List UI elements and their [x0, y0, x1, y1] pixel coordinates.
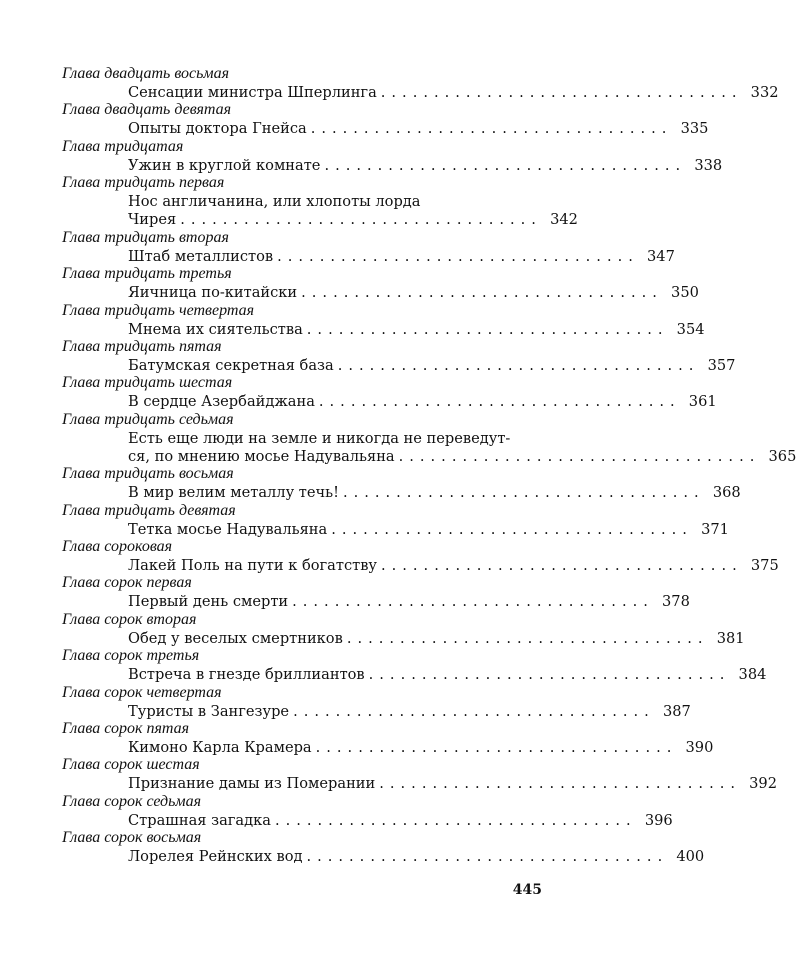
toc-entry [62, 137, 723, 175]
chapter-title-row [62, 739, 714, 757]
chapter-page-number: 338 [694, 156, 723, 174]
chapter-title: Тетка мосье Надувальяна [128, 520, 328, 538]
toc-entry [62, 374, 717, 411]
dot-leader: .................................. [380, 84, 743, 101]
chapter-title: В сердце Азербайджана [128, 393, 315, 411]
chapter-label: Глава тридцать четвертая [62, 301, 255, 319]
chapter-label: Глава тридцатая [62, 137, 184, 155]
chapter-page-number: 361 [688, 393, 717, 411]
dot-leader: .................................. [301, 284, 663, 302]
dot-leader: .................................. [293, 702, 655, 720]
page-number: 445 [512, 882, 542, 898]
chapter-title-row [62, 593, 690, 611]
chapter-title-row [62, 156, 723, 175]
dot-leader: .................................. [310, 120, 673, 138]
chapter-title-row [62, 447, 796, 466]
toc-entry [62, 574, 690, 611]
dot-leader: .................................. [342, 484, 705, 502]
chapter-label: Глава тридцать восьмая [62, 465, 234, 483]
chapter-page-number: 387 [662, 702, 691, 720]
chapter-title-row [62, 84, 779, 102]
chapter-title: Мнема их сиятельства [128, 320, 303, 338]
chapter-title: Страшная загадка [128, 811, 271, 829]
chapter-title-row [62, 356, 736, 375]
chapter-title: Первый день смерти [128, 593, 289, 611]
chapter-label: Глава тридцать шестая [62, 374, 233, 392]
toc-entry [62, 174, 578, 230]
dot-leader: .................................. [306, 320, 669, 338]
dot-leader: .................................. [331, 520, 693, 538]
dot-leader: .................................. [180, 211, 542, 229]
chapter-page-number: 357 [707, 356, 736, 374]
dot-leader: .................................. [368, 666, 731, 684]
chapter-label: Глава тридцать третья [62, 265, 232, 283]
chapter-page-number: 384 [738, 666, 767, 684]
chapter-label: Глава сорок шестая [62, 756, 200, 774]
dot-leader: .................................. [381, 557, 743, 575]
chapter-page-number: 354 [676, 320, 705, 338]
chapter-title: Встреча в гнезде бриллиантов [128, 666, 365, 684]
chapter-title-row [62, 247, 675, 266]
chapter-label: Глава сорок четвертая [62, 683, 222, 701]
toc-entry [62, 756, 777, 793]
toc-entry [62, 792, 673, 830]
chapter-title-row [62, 775, 777, 793]
dot-leader: .................................. [277, 247, 639, 265]
toc-entry [62, 265, 699, 302]
chapter-label: Глава сороковая [62, 538, 173, 556]
dot-leader: .................................. [337, 356, 700, 374]
chapter-title: В мир велим металлу течь! [128, 484, 339, 502]
chapter-page-number: 378 [662, 593, 690, 611]
chapter-page-number: 365 [768, 447, 796, 465]
toc-entry [62, 647, 767, 684]
chapter-title: Признание дамы из Померании [128, 775, 376, 793]
chapter-title: Яичница по-китайски [128, 284, 298, 302]
chapter-title-first-line: Нос англичанина, или хлопоты лорда [128, 193, 421, 211]
chapter-title-row [62, 848, 705, 866]
toc-entry [62, 501, 729, 539]
toc-entry [62, 301, 705, 339]
dot-leader: .................................. [306, 848, 669, 866]
chapter-title-row [62, 520, 729, 539]
chapter-title-first-line: Есть еще люди на земле и никогда не переведут- [128, 429, 511, 447]
chapter-title: Туристы в Зангезуре [128, 702, 290, 720]
toc-entry [62, 65, 779, 102]
chapter-title-row [62, 702, 691, 721]
chapter-label: Глава двадцать девятая [62, 101, 232, 119]
chapter-label: Глава сорок третья [62, 647, 200, 665]
dot-leader: .................................. [346, 629, 709, 647]
toc-entry [62, 683, 691, 721]
toc-entry [62, 829, 705, 866]
chapter-label: Глава тридцать первая [62, 174, 225, 192]
chapter-page-number: 335 [680, 120, 709, 138]
chapter-label: Глава сорок первая [62, 574, 192, 592]
chapter-label: Глава тридцать вторая [62, 228, 229, 246]
chapter-page-number: 347 [647, 247, 675, 265]
chapter-title-row [62, 811, 673, 830]
chapter-page-number: 392 [749, 775, 777, 793]
chapter-title-row [62, 557, 779, 575]
chapter-label: Глава тридцать пятая [62, 337, 222, 355]
chapter-title: Обед у веселых смертников [128, 629, 343, 647]
chapter-title-row [62, 284, 699, 302]
toc-entry [62, 228, 675, 266]
chapter-title: Ужин в круглой комнате [128, 156, 321, 174]
chapter-label: Глава сорок восьмая [62, 829, 202, 847]
chapter-title: Штаб металлистов [128, 247, 274, 265]
chapter-title: Чирея [128, 211, 177, 229]
chapter-title-row [62, 666, 767, 684]
chapter-title: Лакей Поль на пути к богатству [128, 557, 377, 575]
chapter-title-row [62, 120, 709, 138]
dot-leader: .................................. [324, 156, 687, 174]
dot-leader: .................................. [398, 447, 761, 465]
chapter-label: Глава тридцать девятая [62, 501, 236, 519]
chapter-title-row [62, 211, 578, 229]
chapter-title: Сенсации министра Шперлинга [128, 84, 377, 101]
dot-leader: .................................. [315, 739, 678, 757]
chapter-title: Кимоно Карла Крамера [128, 739, 312, 757]
chapter-label: Глава тридцать седьмая [62, 410, 234, 428]
chapter-page-number: 400 [676, 848, 705, 866]
toc-entry [62, 337, 736, 375]
chapter-page-number: 381 [716, 629, 745, 647]
chapter-page-number: 332 [750, 84, 779, 101]
toc-entry [62, 410, 796, 467]
chapter-title: Батумская секретная база [128, 356, 334, 374]
chapter-page-number: 375 [750, 557, 779, 575]
chapter-page-number: 368 [712, 484, 741, 502]
toc-entry [62, 610, 745, 648]
chapter-page-number: 390 [685, 739, 714, 757]
toc-entry [62, 720, 714, 757]
chapter-title-row [62, 629, 745, 648]
dot-leader: .................................. [318, 393, 681, 411]
chapter-label: Глава сорок вторая [62, 610, 197, 628]
chapter-label: Глава сорок пятая [62, 720, 190, 738]
table-of-contents [62, 65, 796, 867]
chapter-title: Лорелея Рейнских вод [128, 848, 303, 866]
chapter-page-number: 350 [671, 284, 699, 302]
dot-leader: .................................. [292, 593, 654, 611]
toc-entry [62, 465, 741, 502]
chapter-label: Глава двадцать восьмая [62, 65, 230, 82]
chapter-label: Глава сорок седьмая [62, 792, 202, 810]
chapter-title: ся, по мнению мосье Надувальяна [128, 447, 395, 465]
chapter-title-row [62, 484, 741, 502]
chapter-page-number: 396 [644, 811, 673, 829]
dot-leader: .................................. [379, 775, 741, 793]
chapter-page-number: 371 [701, 520, 729, 538]
chapter-page-number: 342 [550, 211, 578, 229]
toc-entry [62, 538, 779, 575]
toc-entry [62, 101, 709, 138]
chapter-title: Опыты доктора Гнейса [128, 120, 307, 138]
chapter-title-row [62, 320, 705, 339]
chapter-title-row [62, 393, 717, 411]
dot-leader: .................................. [274, 811, 637, 829]
